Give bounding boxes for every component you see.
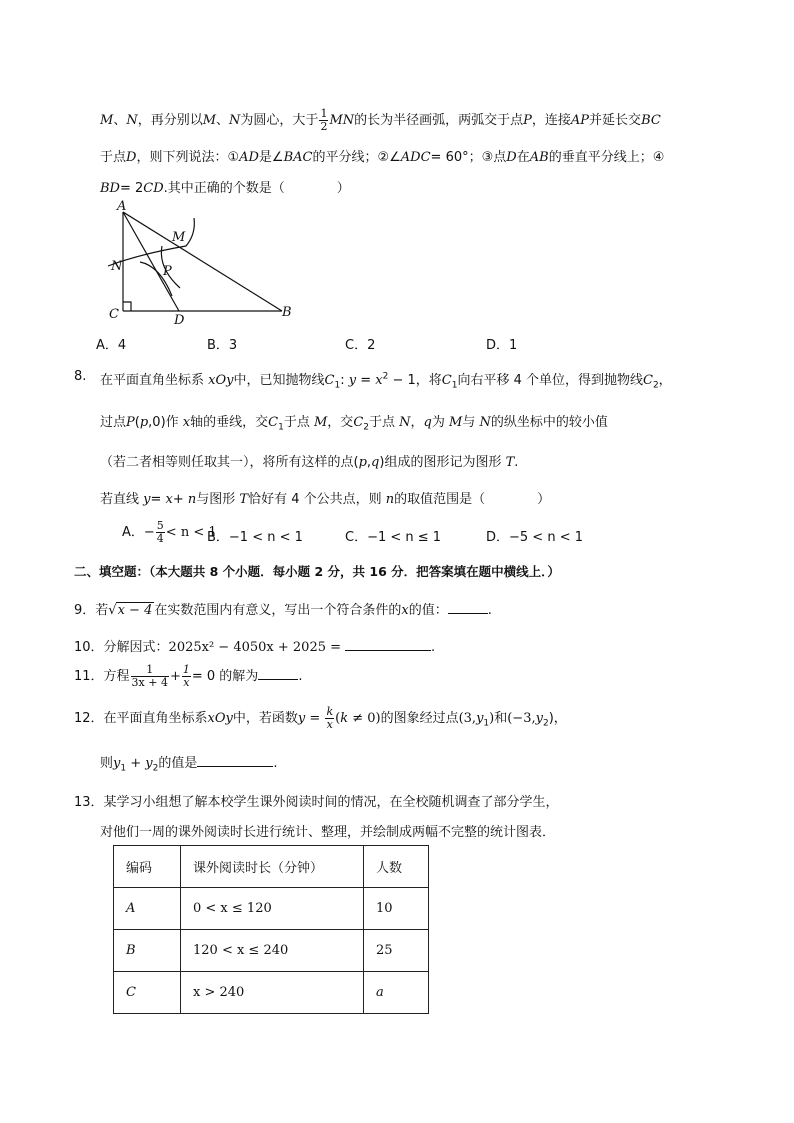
q12-j-sub: 1	[483, 718, 490, 729]
table-row	[114, 930, 429, 972]
q12-line2-d-sub: 2	[152, 763, 159, 774]
label-n: N	[111, 259, 123, 274]
reading-time-table	[113, 845, 429, 1014]
q12-g: (	[335, 711, 341, 726]
q7-l2-a: 于点	[100, 150, 127, 165]
q8-l4-e: +	[172, 492, 188, 507]
q8-line2	[100, 411, 608, 433]
q9-c: 在实数范围内有意义，写出一个符合条件的	[154, 603, 402, 618]
q8-option-b[interactable]: B．−1 < n < 1	[207, 530, 303, 545]
q8-line1	[100, 369, 672, 391]
q7-l1-f: 、	[216, 113, 230, 128]
q12-line2-c: +	[126, 756, 146, 771]
q12-b: xOy	[207, 711, 233, 726]
q8-opt-a-den: 4	[156, 532, 164, 545]
q9-d: x	[401, 603, 409, 618]
table-cell: 25	[364, 930, 429, 972]
q12-a: 12．在平面直角坐标系	[74, 711, 208, 726]
label-m: M	[172, 230, 186, 245]
q7-l2-l: AB	[529, 150, 549, 165]
q8-l2-f: 作	[165, 415, 183, 430]
q7-l2-j: D	[506, 150, 517, 165]
q8-l1-e: :	[340, 373, 349, 388]
q8-l1-l: C	[642, 373, 653, 388]
q7-l1-h: 为圆心，大于	[240, 113, 319, 128]
q7-l1-e: M	[202, 113, 217, 128]
q8-l2-i: C	[268, 415, 279, 430]
q8-l2-a: 过点	[100, 415, 127, 430]
q11-f2-num: 1	[182, 663, 190, 676]
q8-l4-a: 若直线	[100, 492, 144, 507]
q8-l1-h-sup: 2	[382, 371, 389, 382]
q8-option-d[interactable]: D．−5 < n < 1	[486, 530, 583, 545]
q8-l2-m: C	[353, 415, 364, 430]
radical-sign: √	[108, 603, 117, 618]
segment-ad	[123, 212, 179, 311]
q12-frac-num: k	[326, 705, 334, 718]
q8-l2-r: 为	[431, 415, 449, 430]
q7-l2-g: 的平分线；②∠	[312, 150, 401, 165]
q8-l2-s: M	[449, 415, 463, 430]
q8-l3-f: T	[505, 455, 515, 470]
q8-l2-h: 轴的垂线，交	[190, 415, 269, 430]
q8-l1-h: x	[375, 373, 383, 388]
q11-f2-den: x	[183, 676, 190, 689]
q8-l1-l-sub: 2	[652, 380, 659, 391]
q7-l1-l: ，连接	[531, 113, 571, 128]
q8-option-c[interactable]: C．−1 < n ≤ 1	[345, 530, 442, 545]
q12-m: )，	[548, 711, 567, 726]
q8-l3-c: ,	[366, 455, 372, 470]
table-cell: A	[114, 888, 181, 930]
q8-l2-u: N	[479, 415, 491, 430]
section-2-title: 二、填空题：（本大题共 8 个小题．每小题 2 分，共 16 分．把答案填在题中横线上．）	[74, 564, 560, 579]
q12-line2-f: .	[273, 756, 278, 771]
q7-l1-i: MN	[329, 113, 355, 128]
q8-opt-a-rest: < n < 1	[165, 525, 217, 540]
q8-l1-b: xOy	[208, 373, 234, 388]
q7-l2-f: BAC	[283, 150, 313, 165]
table-cell: x > 240	[181, 972, 364, 1014]
q7-line3	[100, 177, 350, 196]
q11-b: = 0 的解为	[191, 669, 259, 684]
q7-l1-m: AP	[570, 113, 590, 128]
q8-opt-a-fraction	[156, 520, 165, 545]
q7-l1-n: 并延长交	[589, 113, 642, 128]
label-c: C	[109, 307, 119, 322]
q12-frac-den: x	[326, 718, 333, 731]
q8-l4-g: 与图形	[196, 492, 240, 507]
q8-l2-k: M	[313, 415, 328, 430]
q12-j: y	[476, 711, 484, 726]
q11	[74, 664, 302, 689]
q12-line2-b-sub: 1	[120, 763, 127, 774]
q7-l1-k: P	[523, 113, 532, 128]
q8-l2-b: P	[126, 415, 135, 430]
q8-l1-i: − 1，将	[388, 373, 442, 388]
q7-l1-g: N	[229, 113, 241, 128]
q8-l2-g: x	[182, 415, 191, 430]
table-header: 课外阅读时长（分钟）	[181, 846, 364, 888]
q7-option-b[interactable]: B．3	[207, 338, 238, 353]
q8-l1-d-sub: 1	[334, 380, 341, 391]
q12-e: =	[305, 711, 325, 726]
q12-d: y	[297, 711, 306, 726]
q8-l1-f: y	[348, 373, 357, 388]
q7-option-a[interactable]: A．4	[96, 338, 127, 353]
q8-l1-g: =	[356, 373, 376, 388]
q8-l2-m-sub: 2	[363, 422, 369, 433]
q7-half-fraction	[319, 108, 328, 133]
q8-l1-k: 向右平移 4 个单位，得到抛物线	[457, 373, 643, 388]
q12-i: ≠ 0)的图象经过点(3,	[348, 711, 477, 726]
q12-line2-a: 则	[100, 756, 114, 771]
q8-l2-o: N	[399, 415, 411, 430]
segment-ab	[123, 212, 282, 311]
q10-c: .	[431, 640, 436, 655]
table-header-row	[114, 846, 429, 888]
q8-l2-v: 的纵坐标中的较小值	[490, 415, 608, 430]
q8-l3-a: （若二者相等则任取其一），将所有这样的点(	[100, 455, 359, 470]
q12-l: y	[535, 711, 543, 726]
q8-l4-d: x	[165, 492, 173, 507]
q11-c: .	[298, 669, 303, 684]
q8-l3-d: q	[371, 455, 380, 470]
q9-f: .	[487, 603, 492, 618]
q7-l2-e: 是∠	[258, 150, 284, 165]
q7-line2	[100, 146, 664, 165]
q12-c: 中，若函数	[232, 711, 298, 726]
q7-l1-o: BC	[641, 113, 661, 128]
table-cell: a	[364, 972, 429, 1014]
q10	[74, 636, 435, 655]
q9-radicand: x − 4	[117, 603, 153, 618]
q8-l2-e: ,0)	[148, 415, 166, 430]
table-cell: 10	[364, 888, 429, 930]
q8-l4-j: n	[385, 492, 395, 507]
q7-l2-m: 的垂直平分线上；④	[548, 150, 665, 165]
q9	[74, 599, 492, 618]
q11-f1-num: 1	[131, 664, 169, 677]
table-cell: B	[114, 930, 181, 972]
q7-l3-d: .其中正确的个数是（ ）	[163, 181, 350, 196]
q8-l2-c: (	[134, 415, 140, 430]
q11-a: 11．方程	[74, 669, 130, 684]
q7-l1-b: 、	[113, 113, 127, 128]
q12-line2-e: 的值是	[158, 756, 198, 771]
q9-e: 的值：	[408, 603, 448, 618]
q10-answer-blank[interactable]	[345, 638, 431, 651]
q8-line4	[100, 488, 550, 507]
q12-k: )和(−3,	[489, 711, 536, 726]
q8-l2-n: 于点	[369, 415, 400, 430]
q8-l4-f: n	[187, 492, 197, 507]
right-angle-mark	[123, 302, 131, 311]
q8-l4-i: 恰好有 4 个公共点，则	[248, 492, 386, 507]
q8-l2-t: 与	[462, 415, 480, 430]
q12-fraction	[325, 706, 334, 731]
q8-l2-i-sub: 1	[278, 422, 284, 433]
q7-l3-c: CD	[143, 181, 164, 196]
q11-plus: +	[169, 669, 181, 684]
q7-l3-b: = 2	[119, 181, 144, 196]
q9-answer-blank[interactable]	[448, 601, 488, 614]
q8-l2-j: 于点	[283, 415, 314, 430]
q8-l1-j-sub: 1	[451, 380, 458, 391]
q8-l1-j: C	[441, 373, 452, 388]
q12-h: k	[340, 711, 349, 726]
q7-l2-h: ADC	[400, 150, 431, 165]
q8-l4-k: 的取值范围是（ ）	[394, 492, 551, 507]
q8-option-a[interactable]	[122, 520, 217, 545]
q8-l2-q: q	[423, 415, 432, 430]
q13-line1: 13．某学习小组想了解本校学生课外阅读时间的情况，在全校随机调查了部分学生，	[74, 795, 559, 810]
table-cell: 0 < x ≤ 120	[181, 888, 364, 930]
label-d: D	[174, 313, 185, 326]
q7-l1-d: ，再分别以	[137, 113, 203, 128]
q11-fraction-1	[131, 664, 169, 689]
label-a: A	[117, 199, 127, 214]
q9-a: 9．若	[74, 603, 109, 618]
q8-l2-d: p	[139, 415, 149, 430]
table-row	[114, 972, 429, 1014]
q7-option-d[interactable]: D．1	[486, 338, 518, 353]
q12-l-sub: 2	[542, 718, 549, 729]
q12-line2-b: y	[113, 756, 121, 771]
q12-line1	[74, 706, 567, 731]
q7-l3-a: BD	[100, 181, 120, 196]
q7-line1	[100, 108, 661, 133]
table-row	[114, 888, 429, 930]
table-cell: 120 < x ≤ 240	[181, 930, 364, 972]
q8-l1-d: C	[324, 373, 335, 388]
q7-frac-den: 2	[320, 120, 328, 133]
q8-opt-a-num: 5	[156, 519, 164, 532]
q8-l1-m: ，	[658, 373, 672, 388]
q8-line3	[100, 451, 518, 470]
q7-l1-a: M	[100, 113, 114, 128]
q8-number: 8.	[74, 369, 87, 384]
q8-l1-a: 在平面直角坐标系	[100, 373, 209, 388]
q7-l2-c: ，则下列说法：①	[136, 150, 240, 165]
q7-l2-i: = 60°；③点	[430, 150, 507, 165]
q7-l2-d: AD	[239, 150, 259, 165]
q7-l1-c: N	[126, 113, 138, 128]
q7-l1-j: 的长为半径画弧，两弧交于点	[354, 113, 524, 128]
q8-l4-c: =	[150, 492, 166, 507]
table-header: 人数	[364, 846, 429, 888]
q11-fraction-2	[182, 664, 191, 689]
q7-l2-k: 在	[516, 150, 530, 165]
q8-l2-l: ，交	[327, 415, 354, 430]
q8-l4-b: y	[143, 492, 151, 507]
table-cell: C	[114, 972, 181, 1014]
q12-line2	[100, 752, 278, 774]
q7-frac-num: 1	[320, 107, 328, 120]
q10-b: 2025x² − 4050x + 2025 =	[168, 640, 342, 655]
q7-option-c[interactable]: C．2	[345, 338, 376, 353]
triangle-figure	[100, 196, 300, 326]
q8-l4-h: T	[239, 492, 249, 507]
q11-f1-den: 3x + 4	[131, 676, 168, 689]
q12-line2-d: y	[145, 756, 153, 771]
q7-l2-b: D	[126, 150, 137, 165]
q8-l1-c: 中，已知抛物线	[233, 373, 325, 388]
q8-l3-e: )组成的图形记为图形	[379, 455, 506, 470]
q8-l3-b: p	[358, 455, 367, 470]
q8-opt-a-label: A．−	[122, 525, 155, 540]
q8-l3-g: .	[514, 455, 519, 470]
q10-a: 10．分解因式：	[74, 640, 169, 655]
table-header: 编码	[114, 846, 181, 888]
q13-line2: 对他们一周的课外阅读时长进行统计、整理，并绘制成两幅不完整的统计图表．	[100, 825, 556, 840]
label-p: P	[163, 264, 172, 279]
q11-answer-blank[interactable]	[258, 667, 298, 680]
q12-answer-blank[interactable]	[197, 754, 273, 767]
label-b: B	[282, 305, 292, 320]
q8-l2-p: ，	[410, 415, 424, 430]
